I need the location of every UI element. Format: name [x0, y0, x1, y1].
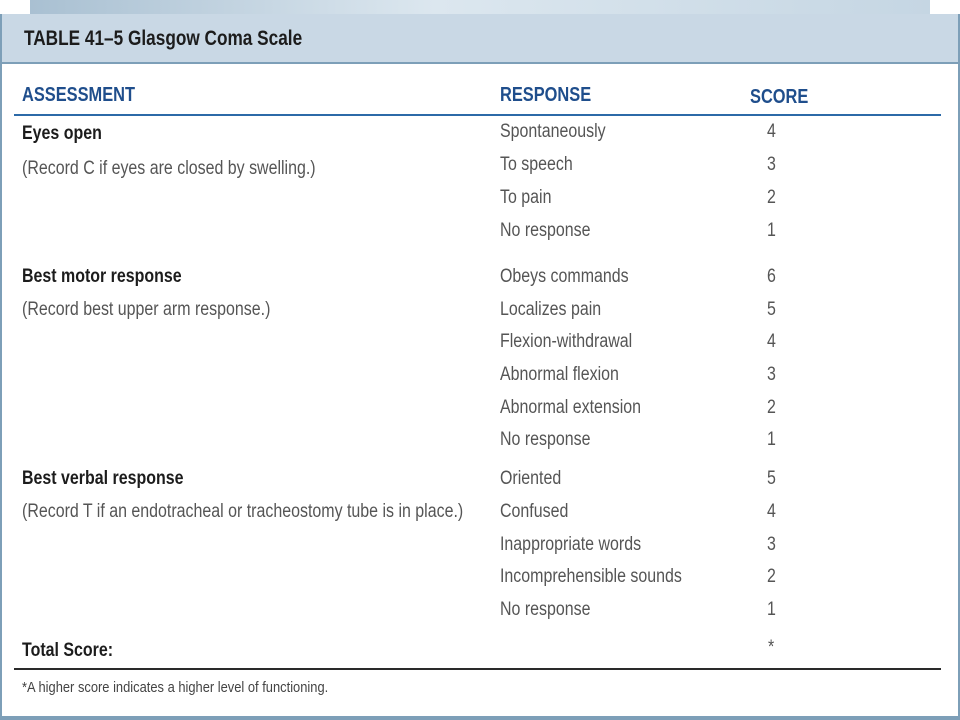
response-cell: Localizes pain	[500, 299, 602, 320]
score-cell: 5	[767, 299, 776, 320]
group-label-eyes-open: Eyes open	[22, 123, 102, 144]
score-cell: 3	[767, 534, 776, 555]
response-cell: Confused	[500, 501, 569, 522]
bottom-border	[0, 716, 960, 720]
score-cell: 1	[767, 220, 776, 241]
header-rule	[14, 114, 941, 116]
response-cell: Inappropriate words	[500, 534, 642, 555]
score-cell: 3	[767, 364, 776, 385]
score-cell: 2	[767, 397, 776, 418]
score-cell: 1	[767, 429, 776, 450]
assessment-header: ASSESSMENT	[22, 84, 136, 106]
response-cell: Abnormal flexion	[500, 364, 619, 385]
group-note-eyes-open: (Record C if eyes are closed by swelling.)	[22, 158, 316, 179]
score-cell: 4	[767, 501, 776, 522]
total-score-label: Total Score:	[22, 640, 114, 661]
group-note-verbal: (Record T if an endotracheal or tracheostomy tube is in place.)	[22, 501, 464, 522]
group-label-verbal: Best verbal response	[22, 468, 184, 489]
response-cell: Incomprehensible sounds	[500, 566, 682, 587]
table-title: TABLE 41–5 Glasgow Coma Scale	[24, 27, 303, 50]
response-cell: To speech	[500, 154, 573, 175]
response-cell: Obeys commands	[500, 266, 629, 287]
response-cell: Spontaneously	[500, 121, 606, 142]
response-cell: No response	[500, 599, 591, 620]
response-header: RESPONSE	[500, 84, 592, 106]
score-cell: 1	[767, 599, 776, 620]
total-rule	[14, 668, 941, 670]
score-header: SCORE	[750, 86, 809, 108]
response-cell: To pain	[500, 187, 552, 208]
score-cell: 6	[767, 266, 776, 287]
table-frame	[0, 14, 960, 720]
score-cell: 5	[767, 468, 776, 489]
group-label-motor: Best motor response	[22, 266, 182, 287]
score-cell: 3	[767, 154, 776, 175]
response-cell: No response	[500, 220, 591, 241]
total-score-value: *	[768, 637, 775, 658]
response-cell: Oriented	[500, 468, 562, 489]
response-cell: Abnormal extension	[500, 397, 642, 418]
score-cell: 4	[767, 121, 776, 142]
table-title-bar	[0, 14, 960, 64]
top-decorative-strip	[30, 0, 930, 14]
response-cell: Flexion-withdrawal	[500, 331, 633, 352]
table-footnote: *A higher score indicates a higher level of functioning.	[22, 679, 329, 696]
score-cell: 4	[767, 331, 776, 352]
score-cell: 2	[767, 187, 776, 208]
score-cell: 2	[767, 566, 776, 587]
group-note-motor: (Record best upper arm response.)	[22, 299, 271, 320]
response-cell: No response	[500, 429, 591, 450]
